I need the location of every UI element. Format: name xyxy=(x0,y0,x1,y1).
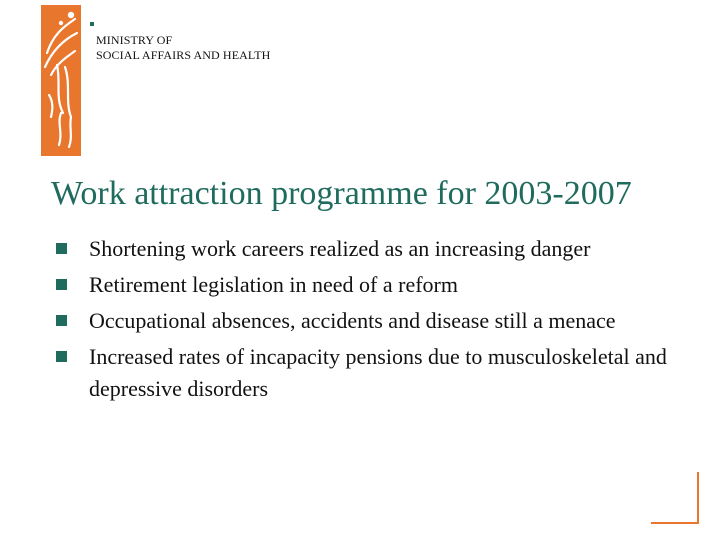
ministry-dot-icon xyxy=(90,22,94,26)
square-bullet-icon xyxy=(56,243,67,254)
bullet-list xyxy=(56,233,676,409)
bullet-text: Occupational absences, accidents and disease still a menace xyxy=(89,308,616,333)
corner-bracket-horizontal xyxy=(651,522,699,524)
ministry-logo-icon xyxy=(41,5,81,156)
bullet-text: Increased rates of incapacity pensions due to musculoskeletal and depressive disorders xyxy=(89,344,667,401)
bullet-item-retirement-legislation xyxy=(56,269,676,301)
square-bullet-icon xyxy=(56,315,67,326)
bullet-item-shortening-careers xyxy=(56,233,676,265)
ministry-name-line-1: MINISTRY OF xyxy=(96,33,173,47)
slide-title: Work attraction programme for 2003-2007 xyxy=(51,175,632,212)
bullet-item-occupational-absences xyxy=(56,305,676,337)
ministry-name xyxy=(96,33,270,63)
bullet-item-incapacity-pensions xyxy=(56,341,676,405)
square-bullet-icon xyxy=(56,279,67,290)
corner-bracket-vertical xyxy=(697,472,699,524)
ministry-name-line-2: SOCIAL AFFAIRS AND HEALTH xyxy=(96,48,271,62)
square-bullet-icon xyxy=(56,351,67,362)
bullet-text: Shortening work careers realized as an increasing danger xyxy=(89,236,591,261)
bullet-text: Retirement legislation in need of a reform xyxy=(89,272,458,297)
